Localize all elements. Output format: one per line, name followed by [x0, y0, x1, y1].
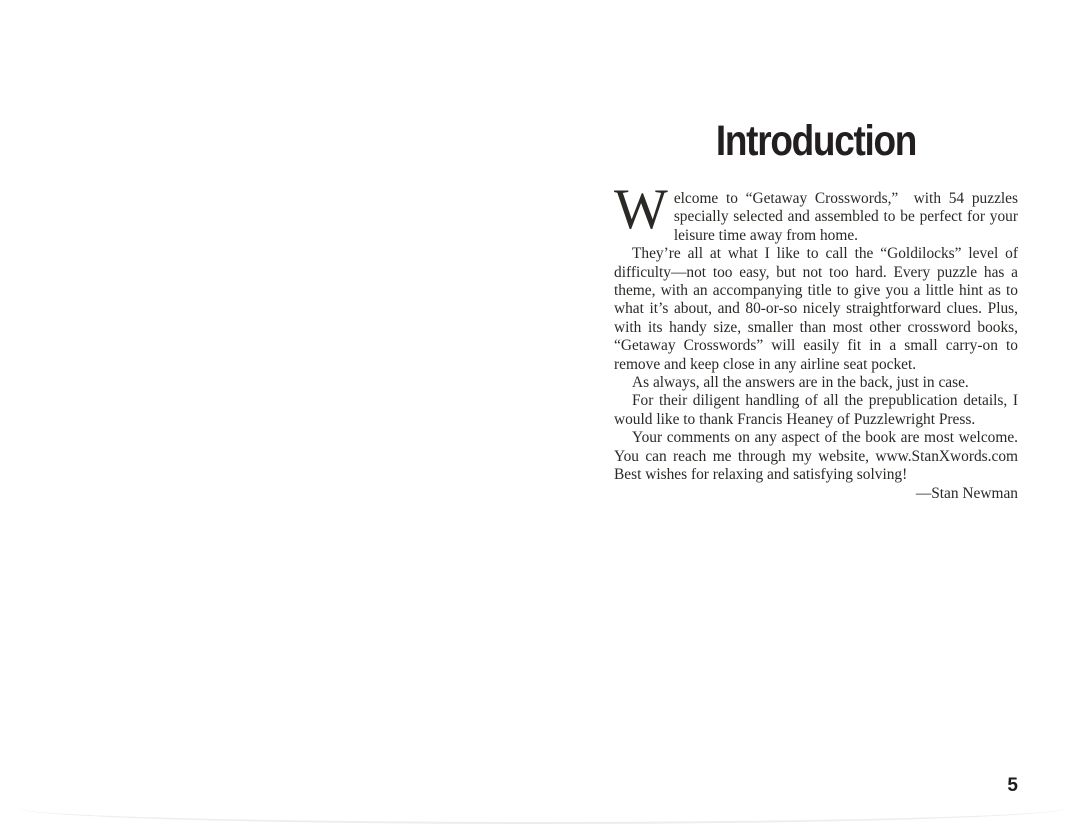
- author-signature: —Stan Newman: [915, 484, 1018, 502]
- paragraph: They’re all at what I like to call the “Goldilocks” level of difficulty—not too easy, but not too hard. Every puzzle has a theme, with an accompanying title to give you a little hint as to what it’s about, and 80-or-so nicely straightforward clues. Plus, with its handy size, smaller than most other crossword books, “Getaway Crosswords” will easily fit in a small carry-on to remove and keep close in any airline seat pocket.: [614, 245, 1018, 373]
- page-title: Introduction: [715, 117, 917, 165]
- page-number: 5: [1007, 775, 1018, 796]
- paragraph: Welcome to “Getaway Crosswords,” with 54 puzzles specially selected and assembled to be perfect for your leisure time away from home.: [614, 178, 1018, 244]
- paragraph: Your comments on any aspect of the book are most welcome. You can reach me through my website, www.StanXwords.com Best wishes for relaxing and satisfying solving!: [614, 429, 1018, 484]
- page-edge-shadow: [18, 808, 1066, 824]
- drop-cap: W: [614, 178, 668, 241]
- content-column: [614, 117, 1018, 503]
- paragraph: For their diligent handling of all the prepublication details, I would like to thank Francis Heaney of Puzzlewright Press.: [614, 392, 1018, 428]
- paragraph: As always, all the answers are in the back, just in case.: [632, 374, 969, 392]
- body-text: [614, 178, 1018, 485]
